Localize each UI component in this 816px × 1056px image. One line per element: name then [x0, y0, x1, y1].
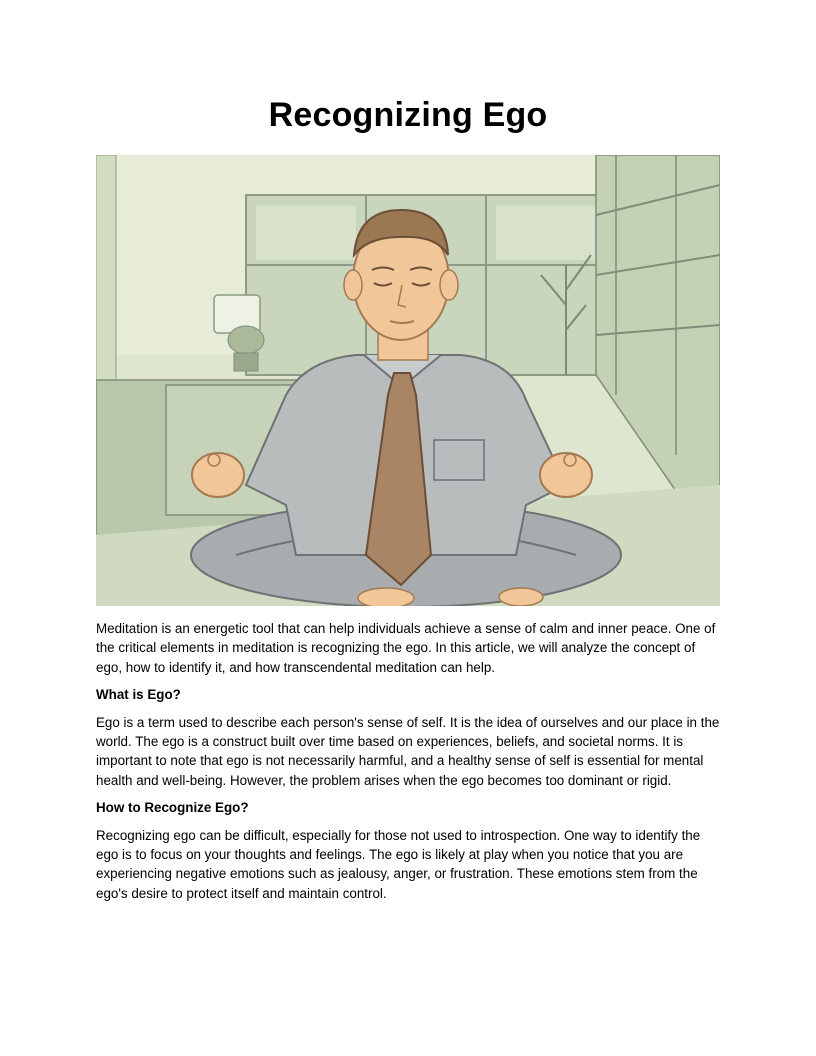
page-title: Recognizing Ego	[268, 96, 548, 134]
section-body-how-to-recognize-ego: Recognizing ego can be difficult, especially for those not used to introspection. One way to identify the ego is to focus on your thoughts and feelings. The ego is likely at play when you notice that you are experiencing negative emotions such as jealousy, anger, or frustration. These emotions stem from the ego's desire to protect itself and maintain control.	[96, 827, 701, 901]
section-heading-what-is-ego: What is Ego?	[96, 687, 181, 703]
article-body	[96, 619, 720, 911]
section-heading-how-to-recognize-ego: How to Recognize Ego?	[96, 800, 249, 816]
section-body-what-is-ego: Ego is a term used to describe each person's sense of self. It is the idea of ourselves and our place in the world. The ego is a construct built over time based on experiences, beliefs, and societal norms. It is important to note that ego is not necessarily harmful, and a healthy sense of self is essential for mental health and well-being. However, the problem arises when the ego becomes too dominant or rigid.	[96, 714, 720, 788]
meditating-man-illustration	[96, 155, 720, 606]
intro-paragraph: Meditation is an energetic tool that can help individuals achieve a sense of calm and inner peace. One of the critical elements in meditation is recognizing the ego. In this article, we will analyze the concept of ego, how to identify it, and how transcendental meditation can help.	[96, 621, 716, 675]
